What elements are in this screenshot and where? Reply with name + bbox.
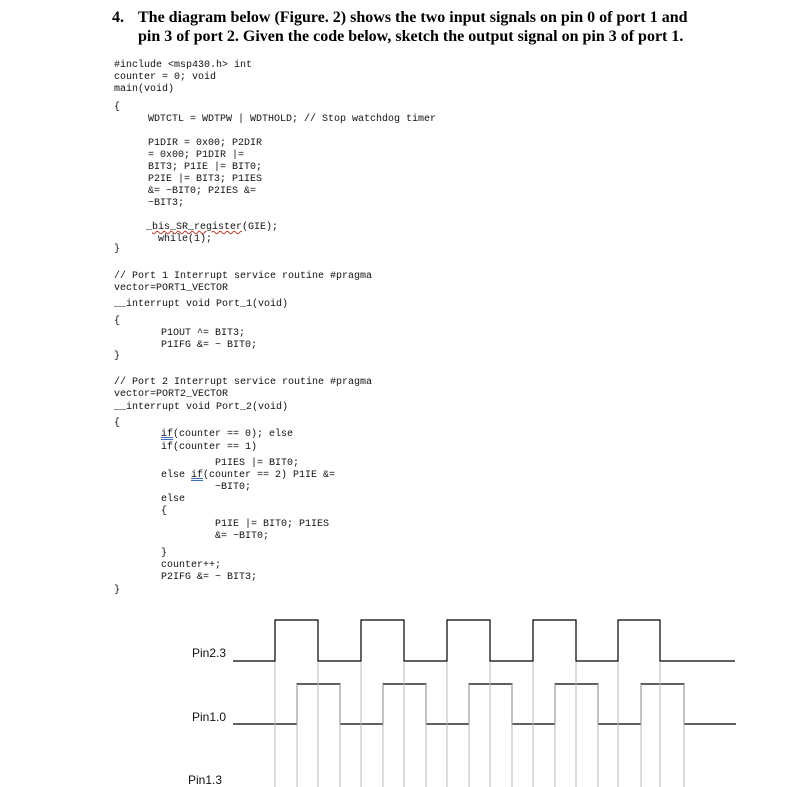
code-line: P1DIR = 0x00; P2DIR xyxy=(148,138,263,149)
code-line: { xyxy=(161,506,168,517)
code-line: P1IFG &= ~ BIT0; xyxy=(161,340,258,351)
code-line: P2IE |= BIT3; P1IES xyxy=(148,174,263,185)
code-line: P1IES |= BIT0; xyxy=(215,458,300,469)
code-line: P1OUT ^= BIT3; xyxy=(161,328,246,339)
code-line: counter++; xyxy=(161,560,222,571)
pin23-trace xyxy=(233,620,735,661)
code-line: __interrupt void Port_1(void) xyxy=(114,299,289,310)
code-line: while(1); xyxy=(158,234,213,245)
question-number: 4. xyxy=(112,9,124,26)
code-line: if(counter == 1) xyxy=(161,442,258,453)
code-line: main(void) xyxy=(114,84,175,95)
pin23-waveform xyxy=(233,620,735,661)
code-line: &= ~BIT0; P2IES &= xyxy=(148,186,257,197)
code-line: __interrupt void Port_2(void) xyxy=(114,402,289,413)
code-line: // Port 2 Interrupt service routine #pragma xyxy=(114,377,373,388)
question-line-2: pin 3 of port 2. Given the code below, sketch the output signal on pin 3 of port 1. xyxy=(138,28,684,45)
code-line: vector=PORT2_VECTOR xyxy=(114,389,229,400)
code-line: { xyxy=(114,316,121,327)
code-line: vector=PORT1_VECTOR xyxy=(114,283,229,294)
code-line-elseif: else if(counter == 2) P1IE &= xyxy=(161,470,336,481)
code-line: else xyxy=(161,494,186,505)
pin23-label: Pin2.3 xyxy=(192,646,227,660)
pin10-trace xyxy=(233,684,736,724)
question-line-1: The diagram below (Figure. 2) shows the two input signals on pin 0 of port 1 and xyxy=(138,9,688,26)
code-line: } xyxy=(114,585,121,596)
code-line: } xyxy=(161,548,168,559)
code-line: } xyxy=(114,351,121,362)
code-line: // Port 1 Interrupt service routine #pragma xyxy=(114,271,373,282)
code-line: ~BIT3; xyxy=(148,198,185,209)
code-line: &= ~BIT0; xyxy=(215,531,270,542)
code-line: BIT3; P1IE |= BIT0; xyxy=(148,162,263,173)
pin13-label: Pin1.3 xyxy=(188,773,223,787)
code-line: { xyxy=(114,418,121,429)
code-line: ~BIT0; xyxy=(215,482,252,493)
code-line: counter = 0; void xyxy=(114,72,217,83)
code-line: = 0x00; P1DIR |= xyxy=(148,150,245,161)
code-line: P2IFG &= ~ BIT3; xyxy=(161,572,258,583)
code-line: { xyxy=(114,102,121,113)
code-line: } xyxy=(114,244,121,255)
code-line-if: if(counter == 0); else xyxy=(161,429,294,440)
code-line-bis: _bis_SR_register(GIE); xyxy=(146,222,279,233)
pin10-waveform xyxy=(233,684,736,724)
code-line: WDTCTL = WDTPW | WDTHOLD; // Stop watchdog timer xyxy=(148,114,437,125)
code-line: #include <msp430.h> int xyxy=(114,60,253,71)
code-line: P1IE |= BIT0; P1IES xyxy=(215,519,330,530)
pin10-label: Pin1.0 xyxy=(192,710,227,724)
